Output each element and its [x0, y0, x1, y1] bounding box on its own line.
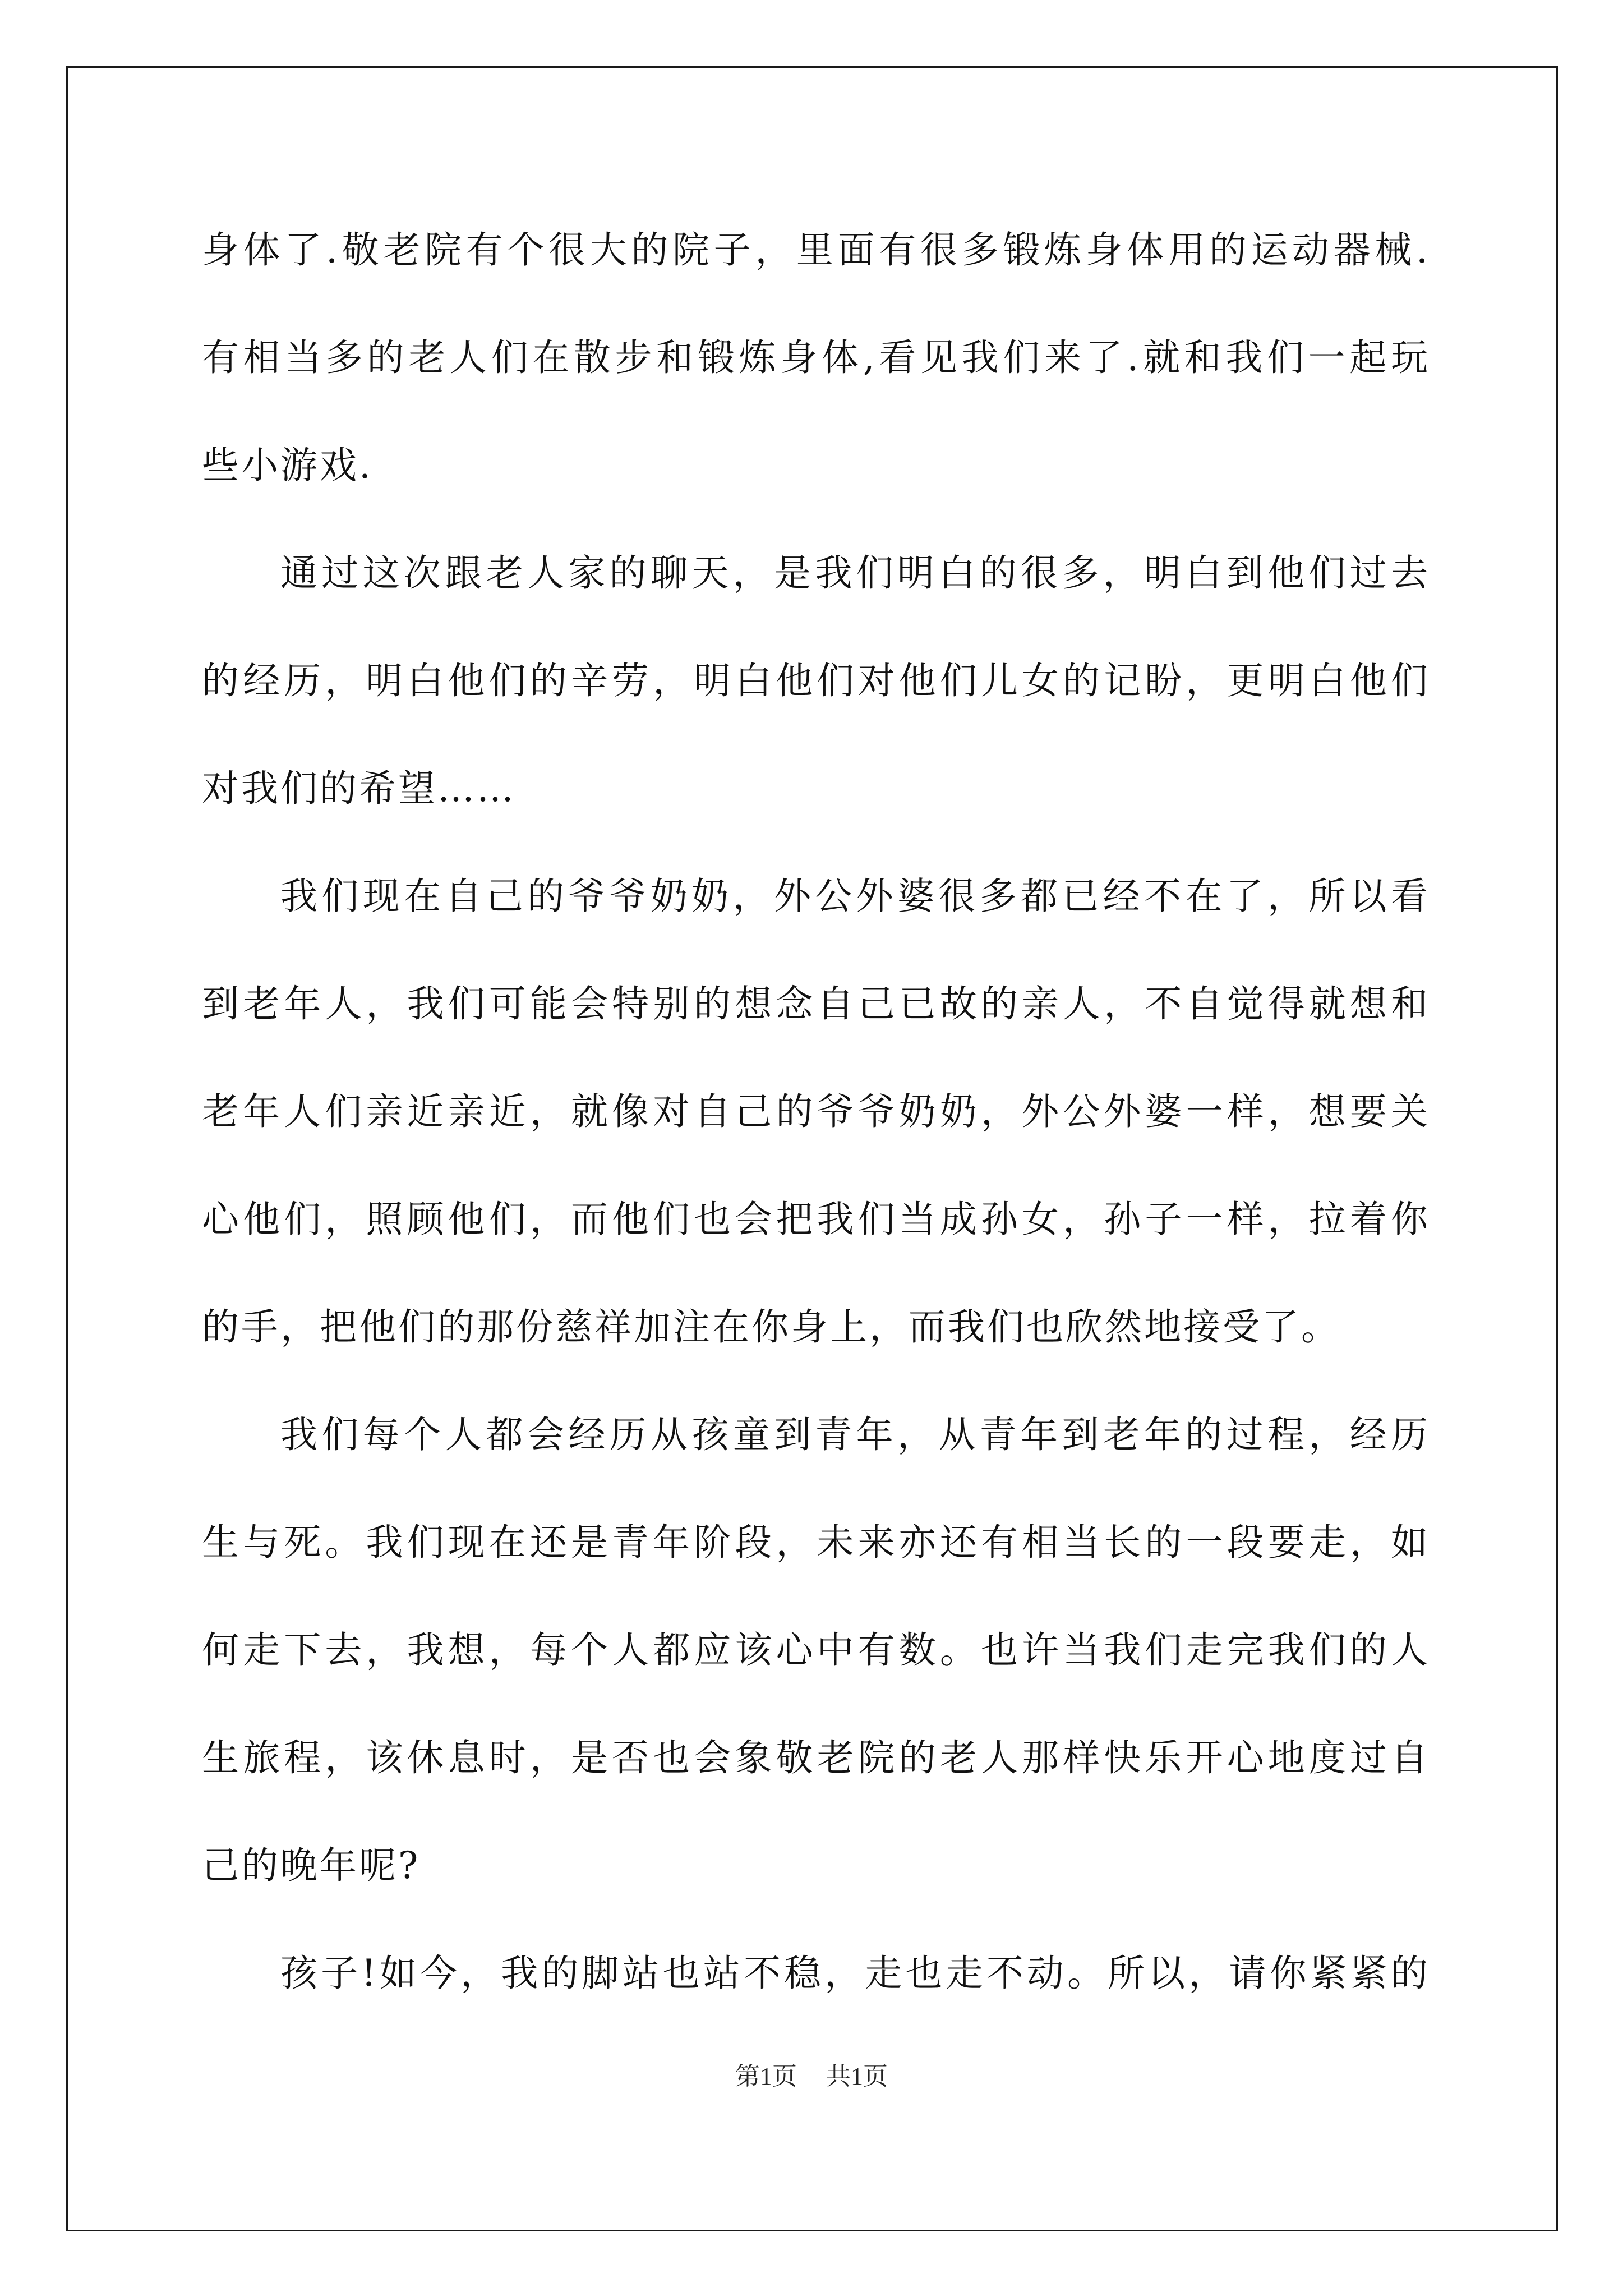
text-line: 生旅程，该休息时，是否也会象敬老院的老人那样快乐开心地度过自: [202, 1736, 1430, 1779]
paragraph-first-line: 我们现在自己的爷爷奶奶，外公外婆很多都已经不在了，所以看: [280, 875, 1430, 918]
page-footer: [0, 2056, 1623, 2092]
document-body: [202, 196, 1430, 2027]
text-line: 些小游戏.: [202, 444, 373, 487]
text-line: 身体了.敬老院有个很大的院子，里面有很多锻炼身体用的运动器械.: [202, 228, 1430, 272]
text-line: 有相当多的老人们在散步和锻炼身体,看见我们来了.就和我们一起玩: [202, 336, 1430, 379]
page-number: 第1页: [735, 2063, 797, 2090]
paragraph-first-line: 通过这次跟老人家的聊天，是我们明白的很多，明白到他们过去: [280, 551, 1430, 595]
text-line: 生与死。我们现在还是青年阶段，未来亦还有相当长的一段要走，如: [202, 1521, 1430, 1564]
text-line: 老年人们亲近亲近，就像对自己的爷爷奶奶，外公外婆一样，想要关: [202, 1090, 1430, 1133]
text-line: 心他们，照顾他们，而他们也会把我们当成孙女，孙子一样，拉着你: [202, 1198, 1430, 1241]
page-total: 共1页: [826, 2063, 888, 2090]
paragraph-first-line: 孩子!如今，我的脚站也站不稳，走也走不动。所以，请你紧紧的: [280, 1952, 1430, 1995]
text-line: 何走下去，我想，每个人都应该心中有数。也许当我们走完我们的人: [202, 1628, 1430, 1672]
text-line: 的经历，明白他们的辛劳，明白他们对他们儿女的记盼，更明白他们: [202, 659, 1430, 702]
text-line: 到老年人，我们可能会特别的想念自己已故的亲人，不自觉得就想和: [202, 982, 1430, 1025]
text-line: 己的晚年呢?: [202, 1844, 421, 1887]
text-line: 的手，把他们的那份慈祥加注在你身上，而我们也欣然地接受了。: [202, 1305, 1340, 1349]
text-line: 对我们的希望……: [202, 767, 516, 810]
paragraph-first-line: 我们每个人都会经历从孩童到青年，从青年到老年的过程，经历: [280, 1413, 1430, 1456]
